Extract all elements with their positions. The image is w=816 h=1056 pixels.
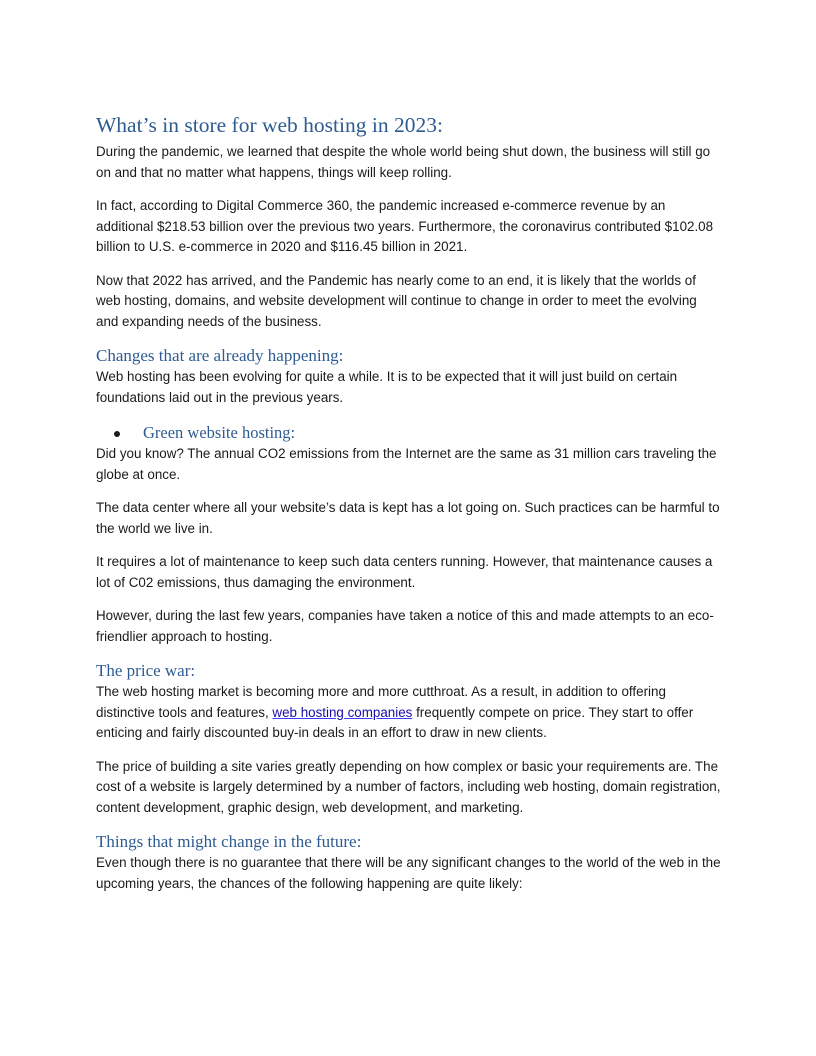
future-paragraph: Even though there is no guarantee that there will be any significant changes to the world of the web in the upcoming years, the chances of the following happening are quite likely: [96,855,721,891]
price-paragraph-2: The price of building a site varies greatly depending on how complex or basic your requirements are. The cost of a website is largely determined by a number of factors, including web hosting, domain registration, content development, graphic design, web development, and marketing. [96,758,721,815]
bullet-heading-label: Green website hosting: [143,423,296,442]
green-paragraph-1: Did you know? The annual CO2 emissions from the Internet are the same as 31 million cars traveling the globe at once. [96,446,717,482]
intro-paragraph-2: In fact, according to Digital Commerce 360, the pandemic increased e-commerce revenue by an additional $218.53 billion over the previous two years. Furthermore, the coronavirus contributed $102.08 billion to U.S. e-commerce in 2020 and $116.45 billion in 2021. [96,198,714,254]
price-paragraph-1 [96,682,722,744]
price-paragraph-1-start: The web hosting market is becoming more and more cutthroat. As a result, in addition to offering distinctive tools and features, [96,684,666,720]
green-paragraph-3: It requires a lot of maintenance to keep such data centers running. However, that maintenance causes a lot of C02 emissions, thus damaging the environment. [96,554,713,590]
bullet-heading-green-hosting [114,422,722,444]
section-heading-future: Things that might change in the future: [96,832,362,851]
intro-paragraph-3: Now that 2022 has arrived, and the Pandemic has nearly come to an end, it is likely that the worlds of web hosting, domains, and website development will continue to change in order to meet the evolving and expanding needs of the business. [96,272,697,329]
section-heading-price-war: The price war: [96,661,196,680]
changes-paragraph: Web hosting has been evolving for quite a while. It is to be expected that it will just build on certain foundations laid out in the previous years. [96,369,678,405]
section-heading-changes: Changes that are already happening: [96,346,344,365]
page-title: What’s in store for web hosting in 2023: [96,113,443,137]
green-paragraph-4: However, during the last few years, companies have taken a notice of this and made attempts to an eco-friendlier approach to hosting. [96,608,714,644]
green-paragraph-2: The data center where all your website’s data is kept has a lot going on. Such practices can be harmful to the world we live in. [96,500,720,536]
web-hosting-companies-link[interactable]: web hosting companies [272,704,413,720]
intro-paragraph-1: During the pandemic, we learned that despite the whole world being shut down, the business will still go on and that no matter what happens, things will keep rolling. [96,144,711,180]
bullet-icon [114,431,120,437]
price-paragraph-1-end: frequently compete on price. They start to offer enticing and fairly discounted buy-in deals in an effort to draw in new clients. [96,704,694,740]
document-page [96,112,722,907]
